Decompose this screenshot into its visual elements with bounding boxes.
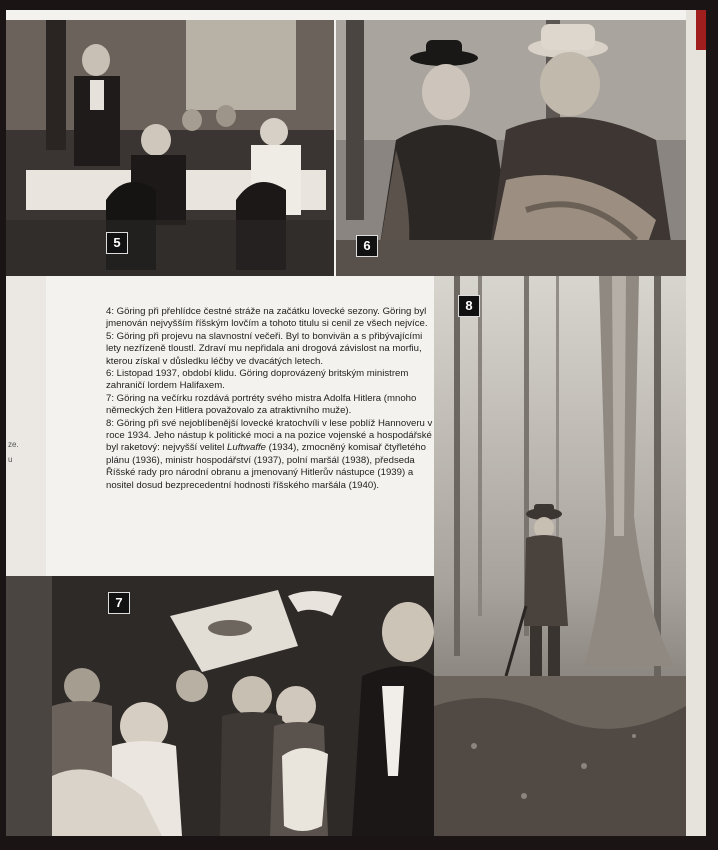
margin-fragment-b: u [8,455,13,464]
caption-block [106,306,436,492]
forest-image [434,276,686,836]
portrait-image [52,576,434,836]
caption-8-tail: (1934), zmocněný komisař čtyřletého plánu (1936), ministr hospodářství (1937), polní maršál (1938), předseda Říšské rady pro národní obranu a jmenovaný Hitlerův nástupce (1939) a nositel dosud bezprecedentní hodnosti říšského maršála (1940). [106,442,426,491]
caption-5: 5: Göring při projevu na slavnostní večeři. Byl to bonvivän a s přibývajícími lety nezřízeně tloustl. Zdraví mu nepřidala ani drogová závislost na morfiu, kterou získal v důsledku léčby ve dvacátých letech. [106,330,423,367]
photo-number-6: 6 [356,235,378,257]
caption-6: 6: Listopad 1937, období klidu. Göring doprovázený britským ministrem zahraničí lordem Halifaxem. [106,368,409,392]
facing-page-bottom-strip [6,576,52,836]
banquet-photo [6,20,334,276]
photo-number-7: 7 [108,592,130,614]
book-page [6,10,706,836]
carriage-image [336,20,686,276]
photo-number-8: 8 [458,295,480,317]
photo-number-5: 5 [106,232,128,254]
carriage-photo [336,20,686,276]
banquet-image [6,20,334,276]
binding-edge-red [696,10,706,50]
facing-page-strip [6,276,46,576]
caption-8-italic: Luftwaffe [227,442,266,454]
caption-7: 7: Göring na večírku rozdává portréty svého mistra Adolfa Hitlera (mnoho německých žen Hitlera považovalo za atraktivního muže). [106,392,417,417]
page-right-edge [686,10,706,836]
margin-fragment-a: ze. [8,440,19,449]
forest-photo [434,276,686,836]
portrait-photo [52,576,434,836]
caption-4: 4: Göring při přehlídce čestné stráže na začátku lovecké sezony. Göring byl jmenován nejvyšším říšským lovčím a tohoto titulu si cenil ze všech nejvíce. [106,306,428,330]
caption-8 [106,418,436,492]
caption-8-lead: 8: Göring při své nejoblíbenější lovecké kratochvíli v lese poblíž Hannoveru v roce 1934. Jeho nástup k politické moci a na pozice vojenské a hospodářské byl raketový: nejvyšší velitel [106,417,433,454]
